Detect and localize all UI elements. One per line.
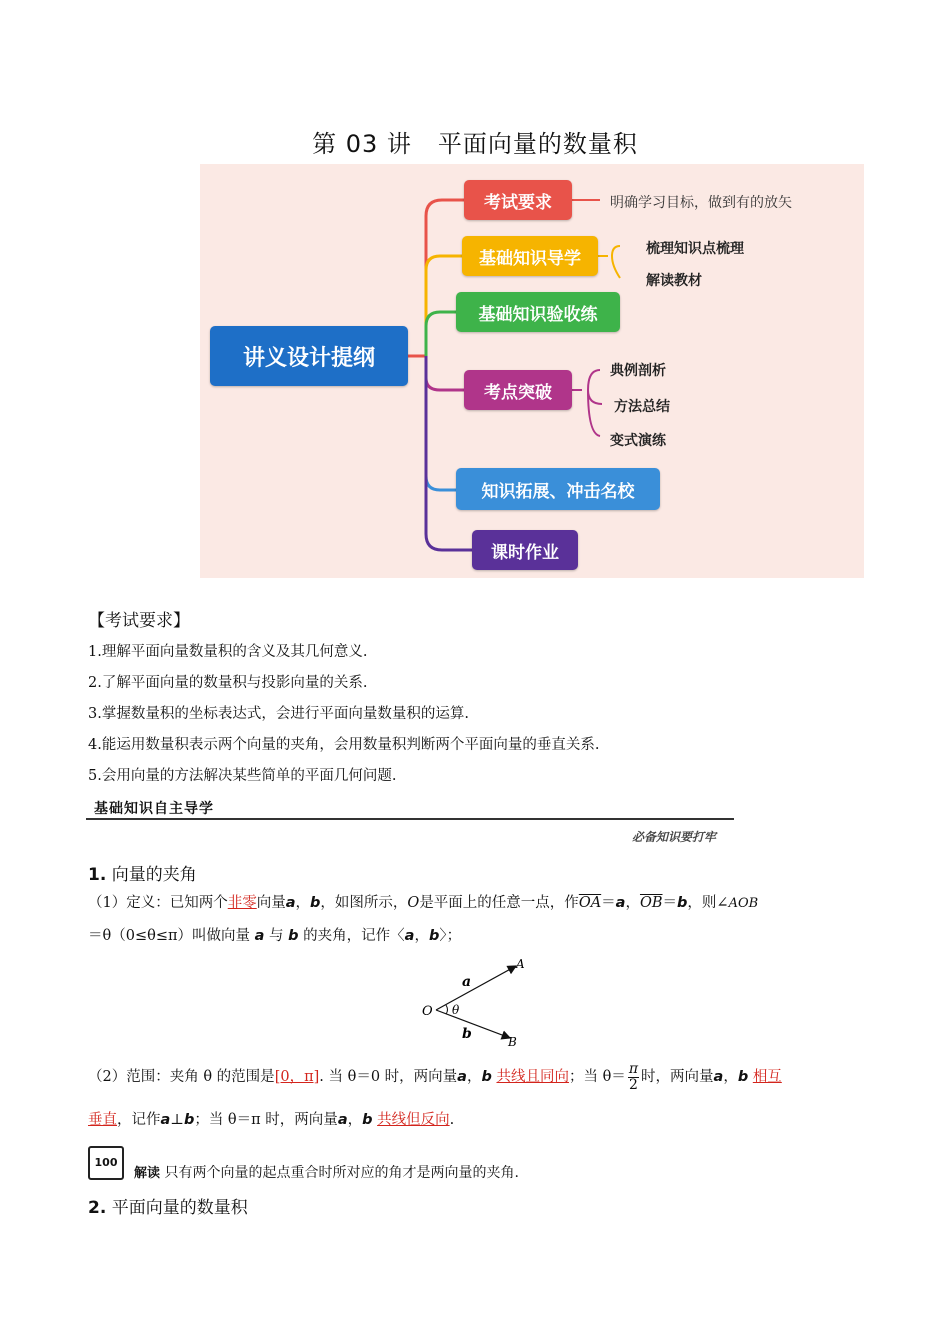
definition-line-2: ＝θ（0≤θ≤π）叫做向量 a 与 b 的夹角，记作〈a，b〉； — [88, 928, 462, 944]
definition-line-1: （1）定义：已知两个非零向量a，b，如图所示，O是平面上的任意一点，作$\overline{OA}=a$，$\overline{OB}=b$，则∠AOB — [88, 895, 759, 911]
score-100-icon: 100 — [88, 1146, 124, 1180]
mindmap-node-extension: 知识拓展、冲击名校 — [456, 468, 660, 510]
banner-title: 基础知识自主导学 — [94, 801, 214, 817]
mindmap-node-breakthrough: 考点突破 — [464, 370, 572, 410]
page-title — [0, 124, 950, 159]
exam-item-5: 5.会用向量的方法解决某些简单的平面几何问题. — [88, 768, 397, 784]
mindmap-node-basics: 基础知识导学 — [462, 236, 598, 276]
banner-note: 必备知识要打牢 — [632, 830, 717, 844]
outline-mindmap — [200, 164, 864, 578]
section-banner — [86, 796, 736, 822]
title-lecture-number: 第 03 讲 — [312, 130, 412, 158]
mindmap-root: 讲义设计提纲 — [210, 326, 408, 386]
section2-heading: 2. 平面向量的数量积 — [88, 1198, 248, 1218]
exam-item-1: 1.理解平面向量数量积的含义及其几何意义. — [88, 644, 368, 660]
mindmap-leaf-example: 典例剖析 — [610, 363, 666, 379]
exam-heading: 【考试要求】 — [88, 611, 190, 631]
range-line-1: （2）范围：夹角 θ 的范围是[0，π]. 当 θ＝0 时，两向量a，b 共线且同向；当 θ＝ $\frac{\pi}{2}$ 时，两向量a，b 相互 — [88, 1061, 782, 1093]
mindmap-leaf-method: 方法总结 — [614, 399, 670, 415]
banner-rule — [86, 818, 734, 820]
angle-figure — [418, 954, 538, 1050]
mindmap-leaf-practice: 变式演练 — [610, 433, 666, 449]
fig-label-a: a — [462, 974, 472, 990]
fig-label-b: b — [462, 1026, 472, 1042]
mindmap-leaf-goal: 明确学习目标，做到有的放矢 — [610, 195, 792, 211]
read-note: 解读 只有两个向量的起点重合时所对应的角才是两向量的夹角. — [134, 1165, 519, 1181]
fraction-pi-over-2: $\frac{\pi}{2}$ — [628, 1061, 639, 1093]
mindmap-leaf-sort: 梳理知识点梳理 — [646, 241, 744, 257]
mindmap-node-check: 基础知识验收练 — [456, 292, 620, 332]
vector-b-arrow — [436, 1010, 510, 1038]
fig-label-A: A — [516, 957, 525, 971]
vector-a-arrow — [436, 966, 516, 1010]
range-line-2: 垂直，记作a⊥b；当 θ＝π 时，两向量a，b 共线但反向. — [88, 1112, 455, 1128]
mindmap-node-exam: 考试要求 — [464, 180, 572, 220]
fig-label-theta: θ — [452, 1003, 460, 1017]
exam-item-3: 3.掌握数量积的坐标表达式，会进行平面向量数量积的运算. — [88, 706, 469, 722]
title-topic: 平面向量的数量积 — [437, 130, 638, 158]
mindmap-node-homework: 课时作业 — [472, 530, 578, 570]
fig-label-B: B — [508, 1035, 517, 1049]
mindmap-leaf-read: 解读教材 — [646, 273, 702, 289]
exam-item-2: 2.了解平面向量的数量积与投影向量的关系. — [88, 675, 368, 691]
exam-item-4: 4.能运用数量积表示两个向量的夹角，会用数量积判断两个平面向量的垂直关系. — [88, 737, 600, 753]
section1-heading: 1. 向量的夹角 — [88, 865, 197, 885]
fig-label-O: O — [422, 1004, 433, 1019]
